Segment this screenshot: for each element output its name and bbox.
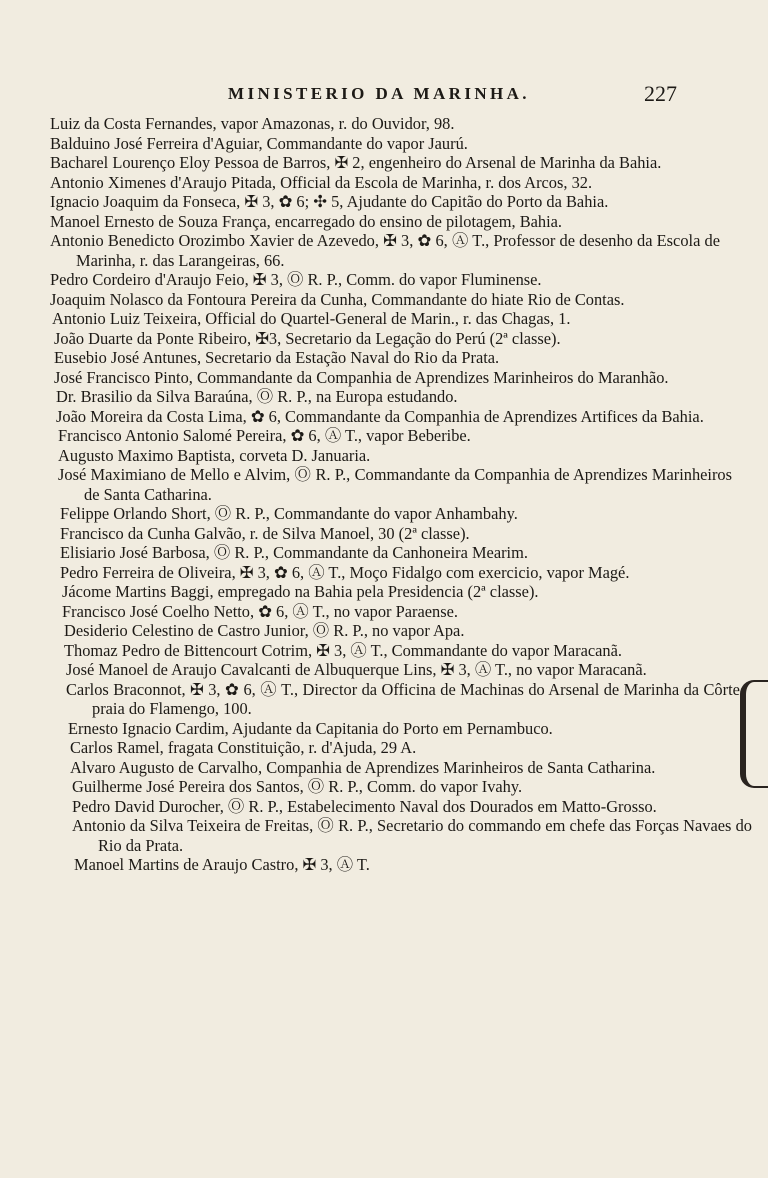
list-item: Antonio Luiz Teixeira, Official do Quartel-General de Marin., r. das Chagas, 1. <box>52 309 571 328</box>
list-item: Bacharel Lourenço Eloy Pessoa de Barros, ✠ 2, engenheiro do Arsenal de Marinha da Bahia. <box>50 153 662 172</box>
list-item: Balduino José Ferreira d'Aguiar, Commandante do vapor Jaurú. <box>50 133 468 153</box>
list-item: Ernesto Ignacio Cardim, Ajudante da Capitania do Porto em Pernambuco. <box>68 718 553 738</box>
list-item: Francisco da Cunha Galvão, r. de Silva Manoel, 30 (2ª classe). <box>60 523 470 543</box>
list-item: Pedro Ferreira de Oliveira, ✠ 3, ✿ 6, Ⓐ T., Moço Fidalgo com exercicio, vapor Magé. <box>60 562 630 582</box>
list-item: João Duarte da Ponte Ribeiro, ✠3, Secretario da Legação do Perú (2ª classe). <box>54 328 561 348</box>
entry-list <box>0 114 768 875</box>
page-number: 227 <box>644 81 677 106</box>
list-item: Desiderio Celestino de Castro Junior, Ⓞ R. P., no vapor Apa. <box>64 621 465 640</box>
list-item: Augusto Maximo Baptista, corveta D. Januaria. <box>58 445 371 465</box>
page-title: MINISTERIO DA MARINHA. <box>228 84 530 103</box>
list-item: João Moreira da Costa Lima, ✿ 6, Commandante da Companhia de Aprendizes Artifices da Bahia. <box>56 406 704 426</box>
list-item: Jácome Martins Baggi, empregado na Bahia pela Presidencia (2ª classe). <box>62 582 539 601</box>
list-item: José Francisco Pinto, Commandante da Companhia de Aprendizes Marinheiros do Maranhão. <box>54 367 669 387</box>
list-item: Francisco Antonio Salomé Pereira, ✿ 6, Ⓐ T., vapor Beberibe. <box>58 426 471 445</box>
list-item: Carlos Braconnot, ✠ 3, ✿ 6, Ⓐ T., Director da Officina de Machinas do Arsenal de Marinha da Côrte, praia do Flamengo, 100. <box>66 679 744 718</box>
list-item: Pedro David Durocher, Ⓞ R. P., Estabelecimento Naval dos Dourados em Matto-Grosso. <box>72 796 657 816</box>
list-item: Alvaro Augusto de Carvalho, Companhia de Aprendizes Marinheiros de Santa Catharina. <box>70 757 656 777</box>
list-item: Antonio da Silva Teixeira de Freitas, Ⓞ R. P., Secretario do commando em chefe das Forças Navaes do Rio da Prata. <box>72 816 752 855</box>
list-item: José Manoel de Araujo Cavalcanti de Albuquerque Lins, ✠ 3, Ⓐ T., no vapor Maracanã. <box>66 660 647 679</box>
list-item: Elisiario José Barbosa, Ⓞ R. P., Commandante da Canhoneira Mearim. <box>60 543 528 562</box>
page-header <box>0 81 768 108</box>
list-item: Joaquim Nolasco da Fontoura Pereira da Cunha, Commandante do hiate Rio de Contas. <box>50 289 625 309</box>
list-item: Dr. Brasilio da Silva Baraúna, Ⓞ R. P., na Europa estudando. <box>56 387 458 406</box>
binding-clip-mark <box>740 680 768 788</box>
list-item: José Maximiano de Mello e Alvim, Ⓞ R. P., Commandante da Companhia de Aprendizes Marinheiros de Santa Catharina. <box>58 465 732 504</box>
list-item: Luiz da Costa Fernandes, vapor Amazonas, r. do Ouvidor, 98. <box>50 114 455 133</box>
list-item: Antonio Ximenes d'Araujo Pitada, Official da Escola de Marinha, r. dos Arcos, 32. <box>50 172 593 192</box>
list-item: Manoel Ernesto de Souza França, encarregado do ensino de pilotagem, Bahia. <box>50 211 563 231</box>
list-item: Antonio Benedicto Orozimbo Xavier de Azevedo, ✠ 3, ✿ 6, Ⓐ T., Professor de desenho da Escola de Marinha, r. das Larangeiras, 66. <box>50 231 720 270</box>
list-item: Francisco José Coelho Netto, ✿ 6, Ⓐ T., no vapor Paraense. <box>62 601 458 621</box>
list-item: Carlos Ramel, fragata Constituição, r. d'Ajuda, 29 A. <box>70 738 417 757</box>
list-item: Ignacio Joaquim da Fonseca, ✠ 3, ✿ 6; ✣ 5, Ajudante do Capitão do Porto da Bahia. <box>50 192 609 211</box>
list-item: Felippe Orlando Short, Ⓞ R. P., Commandante do vapor Anhambahy. <box>60 504 518 523</box>
list-item: Pedro Cordeiro d'Araujo Feio, ✠ 3, Ⓞ R. P., Comm. do vapor Fluminense. <box>50 270 542 289</box>
list-item: Thomaz Pedro de Bittencourt Cotrim, ✠ 3, Ⓐ T., Commandante do vapor Maracanã. <box>64 640 622 660</box>
list-item: Guilherme José Pereira dos Santos, Ⓞ R. P., Comm. do vapor Ivahy. <box>72 777 523 796</box>
list-item: Eusebio José Antunes, Secretario da Estação Naval do Rio da Prata. <box>54 348 500 367</box>
list-item: Manoel Martins de Araujo Castro, ✠ 3, Ⓐ T. <box>74 855 370 874</box>
